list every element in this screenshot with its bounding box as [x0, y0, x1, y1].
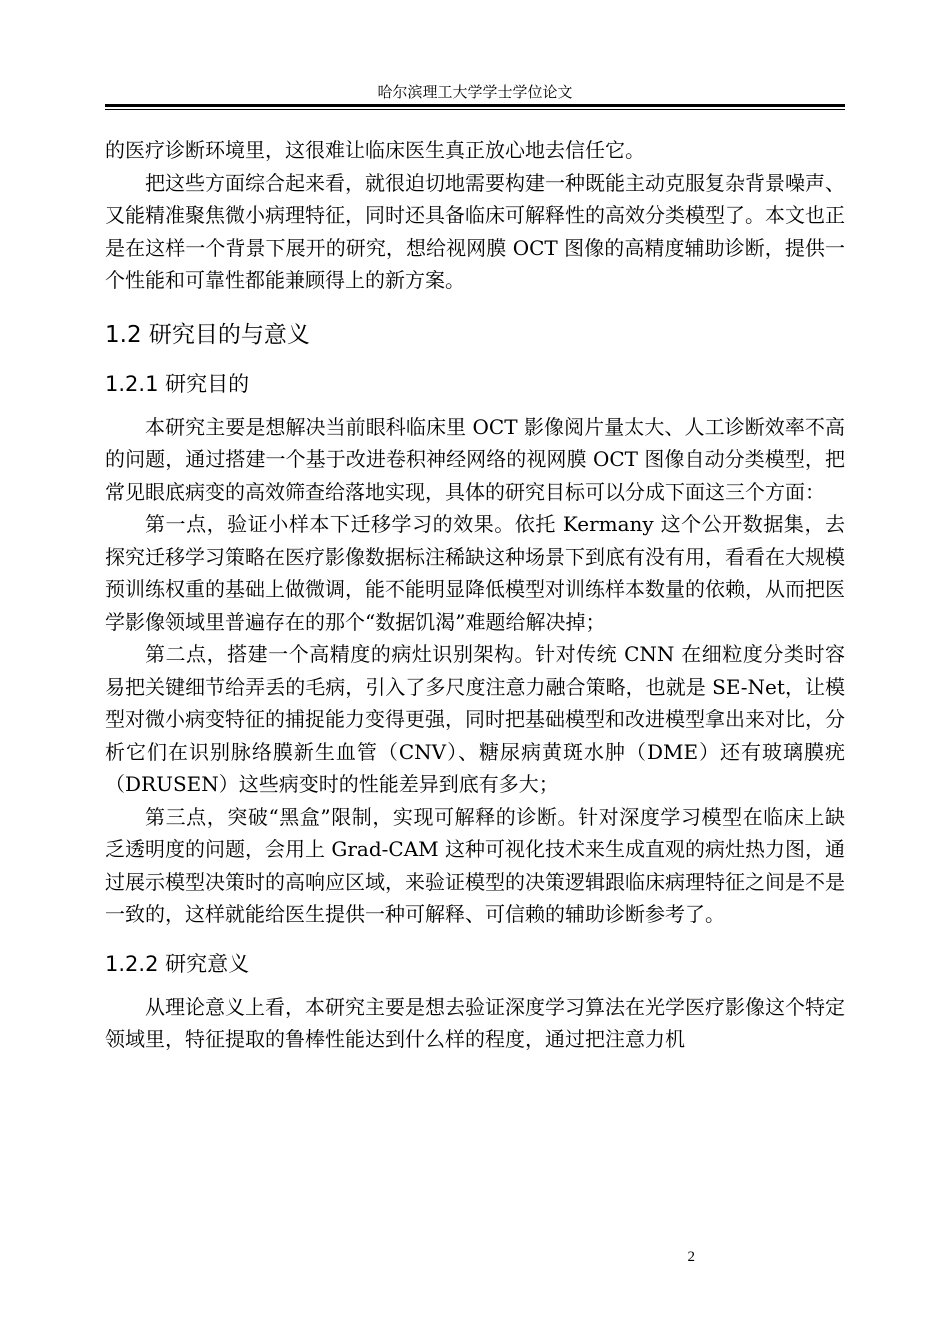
header-rule-thick	[105, 104, 845, 107]
body-text	[105, 134, 845, 1056]
paragraph: 从理论意义上看，本研究主要是想去验证深度学习算法在光学医疗影像这个特定领域里，特征提取的鲁棒性能达到什么样的程度，通过把注意力机	[105, 994, 845, 1051]
subsection-heading-1-2-2: 1.2.2 研究意义	[105, 951, 250, 976]
subsection-heading-1-2-1: 1.2.1 研究目的	[105, 371, 250, 396]
section-heading-1-2: 1.2 研究目的与意义	[105, 321, 310, 348]
header-rule-thin	[105, 109, 845, 110]
paragraph: 第二点，搭建一个高精度的病灶识别架构。针对传统 CNN 在细粒度分类时容易把关键细节给弄丢的毛病，引入了多尺度注意力融合策略，也就是 SE-Net，让模型对微小病变特征的捕捉能力变得更强，同时把基础模型和改进模型拿出来对比，分析它们在识别脉络膜新生血管（CNV）、糖尿病黄斑水肿（DME）还有玻璃膜疣（DRUSEN）这些病变时的性能差异到底有多大；	[105, 642, 845, 796]
paragraph: 第一点，验证小样本下迁移学习的效果。依托 Kermany 这个公开数据集，去探究迁移学习策略在医疗影像数据标注稀缺这种场景下到底有没有用，看看在大规模预训练权重的基础上做微调，能不能明显降低模型对训练样本数量的依赖，从而把医学影像领域里普遍存在的那个“数据饥渴”难题给解决掉；	[105, 512, 845, 634]
paragraph: 第三点，突破“黑盒”限制，实现可解释的诊断。针对深度学习模型在临床上缺乏透明度的问题，会用上 Grad-CAM 这种可视化技术来生成直观的病灶热力图，通过展示模型决策时的高响应区域，来验证模型的决策逻辑跟临床病理特征之间是不是一致的，这样就能给医生提供一种可解释、可信赖的辅助诊断参考了。	[105, 804, 845, 926]
running-header: 哈尔滨理工大学学士学位论文	[377, 83, 573, 101]
page-number: 2	[687, 1249, 695, 1265]
paragraph: 把这些方面综合起来看，就很迫切地需要构建一种既能主动克服复杂背景噪声、又能精准聚焦微小病理特征，同时还具备临床可解释性的高效分类模型了。本文也正是在这样一个背景下展开的研究，想给视网膜 OCT 图像的高精度辅助诊断，提供一个性能和可靠性都能兼顾得上的新方案。	[105, 170, 845, 292]
paragraph-continued: 的医疗诊断环境里，这很难让临床医生真正放心地去信任它。	[105, 138, 645, 162]
paragraph: 本研究主要是想解决当前眼科临床里 OCT 影像阅片量太大、人工诊断效率不高的问题，通过搭建一个基于改进卷积神经网络的视网膜 OCT 图像自动分类模型，把常见眼底病变的高效筛查给落地实现，具体的研究目标可以分成下面这三个方面：	[105, 414, 845, 504]
